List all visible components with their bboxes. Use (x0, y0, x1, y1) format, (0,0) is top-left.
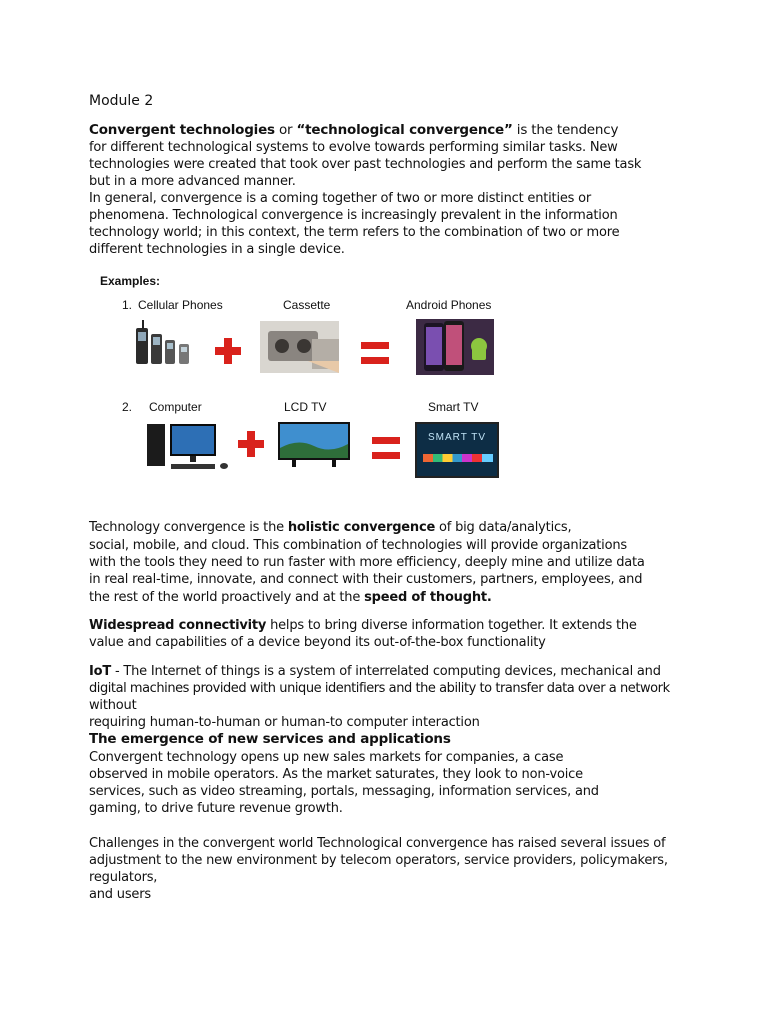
equals-sign-2 (372, 437, 400, 459)
label-computer: Computer (149, 400, 202, 414)
emergence-heading: The emergence of new services and applications (89, 731, 451, 747)
examples-figure (89, 272, 519, 487)
term-holistic-convergence: holistic convergence (287, 520, 436, 535)
label-cassette: Cassette (283, 298, 331, 312)
cassette-image (260, 321, 339, 373)
widespread-line-1 (89, 617, 637, 634)
cellular-phones-image (133, 320, 197, 368)
challenges-line-4: and users (89, 887, 151, 902)
holistic-line-2: social, mobile, and cloud. This combination of technologies will provide organizations (89, 538, 627, 553)
module-title: Module 2 (89, 93, 154, 109)
intro-rest: is the tendency (512, 122, 619, 138)
term-iot: IoT (89, 664, 112, 679)
challenges-line-2: adjustment to the new environment by telecom operators, service providers, policymakers, (89, 853, 668, 868)
holistic-text-c: of big data/analytics, (435, 520, 572, 535)
widespread-line-2: value and capabilities of a device beyond its out-of-the-box functionality (89, 635, 546, 650)
label-cellular-phones: Cellular Phones (138, 298, 223, 312)
term-speed-of-thought: speed of thought. (364, 590, 492, 605)
term-widespread-connectivity: Widespread connectivity (89, 618, 267, 633)
row1-number: 1. (122, 298, 133, 312)
intro-or: or (274, 122, 297, 138)
iot-line-4: requiring human-to-human or human-to computer interaction (89, 715, 480, 730)
plus-sign-1 (215, 338, 241, 364)
emergence-line-2: observed in mobile operators. As the market saturates, they look to non-voice (89, 767, 583, 782)
intro-line-2: for different technological systems to evolve towards performing similar tasks. New (89, 140, 618, 155)
row2-number: 2. (122, 400, 133, 414)
challenges-line-3: regulators, (89, 870, 158, 885)
intro-line-1 (89, 122, 618, 139)
computer-image (145, 420, 231, 472)
examples-heading: Examples: (100, 274, 161, 288)
term-convergent-technologies: Convergent technologies (89, 122, 275, 138)
smart-tv-image (415, 422, 499, 478)
intro-line-7: technology world; in this context, the term refers to the combination of two or more (89, 225, 620, 240)
label-android-phones: Android Phones (406, 298, 492, 312)
intro-line-3: technologies were created that took over past technologies and perform the same task (89, 157, 642, 172)
widespread-rest: helps to bring diverse information together. It extends the (266, 618, 637, 633)
holistic-line-1 (89, 519, 571, 536)
iot-rest: - The Internet of things is a system of interrelated computing devices, mechanical and (111, 664, 661, 679)
iot-line-1 (89, 663, 661, 680)
holistic-line-5 (89, 589, 492, 606)
term-technological-convergence: “technological convergence” (296, 122, 513, 138)
holistic-text-5a: the rest of the world proactively and at the (89, 590, 365, 605)
challenges-line-1: Challenges in the convergent world Technological convergence has raised several issues of (89, 836, 666, 851)
emergence-line-1: Convergent technology opens up new sales markets for companies, a case (89, 750, 564, 765)
smart-tv-app-tiles (423, 454, 493, 462)
intro-line-6: phenomena. Technological convergence is increasingly prevalent in the information (89, 208, 618, 223)
emergence-line-4: gaming, to drive future revenue growth. (89, 801, 343, 816)
label-lcd-tv: LCD TV (284, 400, 327, 414)
plus-sign-2 (238, 431, 264, 457)
iot-line-2: digital machines provided with unique identifiers and the ability to transfer data over a network (89, 681, 670, 696)
equals-sign-1 (361, 342, 389, 364)
holistic-line-4: in real real-time, innovate, and connect with their customers, partners, employees, and (89, 572, 643, 587)
intro-line-4: but in a more advanced manner. (89, 174, 296, 189)
android-phones-image (416, 319, 494, 375)
intro-line-8: different technologies in a single device. (89, 242, 345, 257)
intro-line-5: In general, convergence is a coming together of two or more distinct entities or (89, 191, 592, 206)
label-smart-tv: Smart TV (428, 400, 479, 414)
holistic-text-a: Technology convergence is the (89, 520, 288, 535)
holistic-line-3: with the tools they need to run faster with more efficiency, deeply mine and utilize data (89, 555, 645, 570)
emergence-line-3: services, such as video streaming, portals, messaging, information services, and (89, 784, 599, 799)
lcd-tv-image (278, 422, 350, 468)
smart-tv-screen-text: SMART TV (427, 432, 486, 443)
iot-line-3: without (89, 698, 137, 713)
